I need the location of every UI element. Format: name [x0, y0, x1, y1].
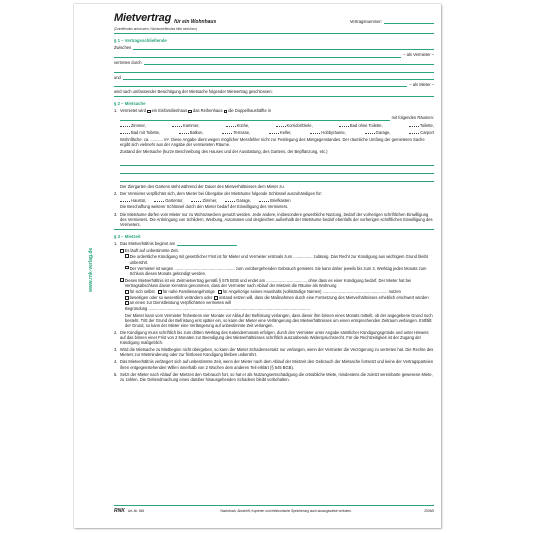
room-toilette[interactable]: Toilette,	[409, 123, 434, 128]
representative-extra-line[interactable]	[114, 67, 434, 73]
keys-note: Die Beschaffung weiterer Schlüssel durch den Mieter bedarf der Einwilligung des Vermieters.	[120, 204, 289, 210]
form-body	[114, 14, 434, 382]
condition-line-3[interactable]	[120, 176, 434, 182]
reason-selbst-label: für sich selbst	[129, 289, 155, 295]
condition-line-1[interactable]	[120, 160, 434, 166]
checkbox-haushalt[interactable]	[218, 290, 222, 294]
tenant-name-field[interactable]	[123, 76, 434, 80]
contract-number-field[interactable]	[384, 20, 434, 24]
reason-haushalt-label: für Angehörige seines Haushalts (vollständige Namen) ......................................................... nutzen	[222, 289, 401, 295]
checkbox-kuendigung-frist[interactable]	[125, 254, 129, 258]
zwischen-label: Zwischen	[114, 45, 132, 51]
room-bad-mit-toilette[interactable]: Bad mit Toilette,	[120, 130, 160, 135]
opt-einfamilienhaus-label: ein Einfamilienhaus	[151, 108, 188, 114]
unbefristet-a-text: Die ordentliche Kündigung mit gesetzlicher Frist ist für Mieter und Vermieter erstmals zum ................. zulässig. Das Recht zur Kündigung aus wichtigem Grund bleibt unberührt.	[129, 254, 428, 265]
section-1-divider	[114, 96, 434, 97]
opt-doppelhaushaelfte-label: die Doppelhaushälfte in	[228, 108, 272, 114]
landlord-row-2	[114, 52, 434, 57]
form-title: Mietvertrag	[114, 12, 172, 25]
landlord-name-field[interactable]	[133, 46, 434, 50]
room-zimmer[interactable]: Zimmer,	[120, 123, 146, 128]
checkbox-dienstleistung[interactable]	[125, 301, 129, 305]
fixed-term-reasons-1	[114, 289, 434, 294]
reason-beseitigen-label: beseitigen oder so wesentlich verändern oder	[129, 295, 213, 301]
compensation-text: Setzt der Mieter nach Ablauf der Mietzeit den Gebrauch fort, so hat er als Nutzungsentschädigung die ortsübliche Miete, mindestens die zuletzt vereinbarte gewesene Miete, zu zahlen. Die Geltendmachung eines darüber hinausgehenden Schadens bleibt vorbehalten.	[120, 371, 433, 382]
vermietet-label: Vermietet wird	[120, 108, 146, 114]
room-kueche[interactable]: Küche,	[226, 123, 250, 128]
condition-line-2[interactable]	[120, 168, 434, 174]
keys-text: Der Vermieter verpflichtet sich, dem Mieter bei Übergabe der Mieträume folgende Schlüssel auszuhändigen für:	[120, 191, 323, 197]
checkbox-selbst[interactable]	[125, 290, 129, 294]
representative-row	[114, 60, 434, 65]
fixed-term-reasons-2	[114, 295, 434, 305]
property-address-field[interactable]	[120, 117, 390, 121]
copyright-notice: Nachdruck, Abschrift, Kopieren und elektronische Speicherung auch auszugsweise verboten.	[220, 509, 352, 513]
fixed-term-option	[114, 278, 434, 288]
keys-paragraph: 2. Der Vermieter verpflichtet sich, dem Mieter bei Übergabe der Mieträume folgende Schlüssel auszuhändigen für:	[114, 191, 323, 197]
room-balkon[interactable]: Balkon,	[179, 130, 204, 135]
usage-paragraph: 3. Die Mieträume dürfen vom Mieter nur zu Wohnzwecken genutzt werden. Jede andere, insbesondere gewerbliche Nutzung, bedarf der vorherigen schriftlichen Einwilligung des Vermieters. Die Anbringung von Schildern, Werbung, Automaten und dergleichen außerhalb der Mieträume bedarf ebenfalls der vorherigen schriftlichen Einwilligung des Vermieters.	[114, 211, 433, 227]
key-zimmer[interactable]: Zimmer,	[191, 198, 217, 203]
checkbox-instandsetzen[interactable]	[214, 296, 218, 300]
handover-paragraph: 3. Wird die Mietsache zu Mietbeginn nicht übergeben, so kann der Mieter Schadensersatz nur verlangen, wenn der Vermieter die Verzögerung zu vertreten hat. Die Rechte des Mieters zur Mietminderung oder zur fristlosen Kündigung bleiben unberührt.	[114, 347, 434, 358]
justification[interactable]: Begründung ..............................................................................................................................................	[125, 306, 310, 312]
contract-number	[350, 19, 434, 24]
key-garage[interactable]: Garage,	[225, 198, 251, 203]
contract-intro: wird nach umfassender Besichtigung der Mietsache folgender Mietvertrag geschlossen:	[114, 88, 273, 94]
rooms-row-b	[114, 130, 434, 135]
keys-row	[114, 198, 434, 203]
reason-dienstleistung-label: an einen zur Dienstleistung Verpflichteten vermieten will	[129, 300, 231, 306]
tenant-row	[114, 75, 434, 80]
garden-text: Der Ziergarten des Gartens steht während der Dauer des Mietverhältnisses dem Mieter zu.	[120, 184, 285, 190]
opt-reihenhaus-label: das Reihenhaus	[192, 108, 223, 114]
section-3-heading: § 3 – Mietzeit	[114, 233, 141, 239]
key-gartentor[interactable]: Gartentor,	[154, 198, 183, 203]
vertreten-label: vertreten durch	[114, 59, 142, 65]
handover-text: Wird die Mietsache zu Mietbeginn nicht übergeben, so kann der Mieter Schadensersatz nur verlangen, wenn der Vermieter die Verzögerung zu vertreten hat. Die Rechte des Mieters zur Mietminderung oder zur fristlosen Kündigung bleiben unberührt.	[120, 347, 434, 358]
checkbox-reihenhaus[interactable]	[188, 110, 192, 114]
condition-label: Zustand der Mietsache (kurze Beschreibung des Hauses und der Ausstattung, des Gartens, der Bepflanzung, etc.)	[120, 149, 328, 155]
rooms-label: mit folgenden Räumen:	[391, 115, 434, 121]
unbefristet-b-text: Der Vermieter ist wegen ..................................................... zum vorübergehenden Gebrauch gemietet. Sie kann daher jeweils bis zum 3. Werktag jedes Monats zum Schluss dieses Monats gekündigt werden.	[129, 265, 427, 276]
section-2-heading: § 2 – Mietsache	[114, 101, 146, 107]
landlord-row	[114, 45, 434, 50]
publisher-url: www.rnk-verlag.de	[88, 247, 94, 292]
edition-date: 2005/5	[424, 509, 434, 513]
room-carport[interactable]: Carport	[409, 130, 434, 135]
start-date-label: Das Mietverhältnis beginnt am	[120, 241, 176, 247]
extension-text: Das Mietverhältnis verlängert sich auf unbestimmte Zeit, wenn der Mieter nach dem Ablauf der Mietzeit den Gebrauch der Mietsache fortsetzt und keine der Vertragsparteien ihren entgegenstehenden Willen innerhalb von 2 Wochen dem anderen Teil erklärt (§ 545 BGB).	[120, 359, 434, 370]
checkbox-doppelhaushaelfte[interactable]	[224, 110, 228, 114]
room-keller[interactable]: Keller,	[269, 130, 291, 135]
checkbox-voruebergehend[interactable]	[125, 266, 129, 270]
section-1-heading: § 1 – Vertragsschließende	[114, 38, 167, 43]
key-briefkasten[interactable]: Briefkasten	[259, 198, 290, 203]
section-2-divider	[114, 229, 434, 230]
property-address-row	[114, 115, 434, 120]
checkbox-einfamilienhaus[interactable]	[147, 110, 151, 114]
compensation-paragraph: 5. Setzt der Mieter nach Ablauf der Mietzeit den Gebrauch fort, so hat er als Nutzungsentschädigung die ortsübliche Miete, mindestens die zuletzt vereinbarte gewesene Miete, zu zahlen. Die Geltendmachung eines darüber hinausgehenden Schadens bleibt vorbehalten.	[114, 371, 433, 382]
checkbox-befristet[interactable]	[120, 278, 124, 282]
reason-familie-label: für nahe Familienangehörige	[162, 289, 215, 295]
rooms-row-a	[114, 123, 434, 128]
termination-paragraph: 2. Die Kündigung muss schriftlich bis zum dritten Werktag des Kalendermonats erfolgen, durch den Vermieter unter Angabe sämtlicher Kündigungsgründe und unter Hinweis auf das binnen einer Frist von 2 Monaten zur Beendigung des Mietverhältnisses schriftlich auszuübende Widerspruchsrecht. Für die Rechtzeitigkeit ist der Zugang der Kündigung maßgeblich.	[114, 330, 434, 345]
und-label: und	[114, 74, 121, 80]
start-date-row: 1. Das Mietverhältnis beginnt am	[114, 241, 434, 246]
tenant-role-label: – als Mieter –	[409, 81, 434, 87]
form-subtitle: für ein Wohnhaus	[174, 18, 217, 25]
start-date-field[interactable]	[177, 242, 237, 246]
landlord-address-field[interactable]	[114, 54, 401, 58]
header	[114, 14, 434, 26]
representative-field[interactable]	[144, 61, 434, 65]
living-area-text: Wohnfläche: ca. ........... m². Diese Angabe dient wegen möglicher Messfehler nicht zur Festlegung des Mietgegenstandes. Der räumliche Umfang der gemieteten Sache ergibt sich vielmehr aus der Angabe der vermieteten Räume.	[120, 136, 425, 147]
unlimited-a	[114, 254, 434, 264]
room-terrasse[interactable]: Terrasse,	[222, 130, 250, 135]
contract-number-label: Vertragsnummer:	[349, 18, 382, 24]
unlimited-b	[114, 266, 434, 276]
checkbox-unbefristet[interactable]	[120, 249, 124, 253]
unbefristet-label: Es läuft auf unbestimmte Zeit.	[124, 248, 179, 254]
usage-text: Die Mieträume dürfen vom Mieter nur zu Wohnzwecken genutzt werden. Jede andere, insbesondere gewerbliche Nutzung, bedarf der vorherigen schriftlichen Einwilligung des Vermieters. Die Anbringung von Schildern, Werbung, Automaten und dergleichen außerhalb der Mieträume bedarf ebenfalls der vorherigen schriftlichen Einwilligung des Vermieters.	[120, 211, 433, 227]
room-bad-ohne-toilette[interactable]: Bad ohne Toilette,	[339, 123, 383, 128]
unlimited-option	[114, 248, 434, 253]
reason-instandsetzen-label: instand setzen will, dass die Maßnahmen durch eine Fortsetzung des Mietverhältnisses erheblich erschwert würden	[219, 295, 429, 301]
footer	[114, 505, 434, 514]
termination-text: Die Kündigung muss schriftlich bis zum dritten Werktag des Kalendermonats erfolgen, durch den Vermieter unter Angabe sämtlicher Kündigungsgründe und unter Hinweis auf das binnen einer Frist von 2 Monaten zur Beendigung des Mietverhältnisses schriftlich auszuübende Widerspruchsrecht. Für die Rechtzeitigkeit ist der Zugang der Kündigung maßgeblich.	[120, 329, 429, 346]
room-kammer[interactable]: Kammer,	[172, 123, 199, 128]
key-haustuer[interactable]: Haustür,	[120, 198, 146, 203]
tenant-address-field[interactable]	[114, 83, 407, 87]
befristet-text: Dieses Mietverhältnis ist ein Zeitmietvertrag gemäß § 575 BGB und endet am ..................................., ohne dass es einer Kündigung bedarf. Der Mieter hat bei Vertragsabschluss davon Kenntnis genommen, dass der Vermieter nach Ablauf der Mietzeit die Räume als Wohnung	[124, 277, 412, 289]
checkbox-familie[interactable]	[158, 290, 162, 294]
extension-paragraph: 4. Das Mietverhältnis verlängert sich auf unbestimmte Zeit, wenn der Mieter nach dem Ablauf der Mietzeit den Gebrauch der Mietsache fortsetzt und keine der Vertragsparteien ihren entgegenstehenden Willen innerhalb von 2 Wochen dem anderen Teil erklärt (§ 545 BGB).	[114, 359, 434, 370]
item-number: 1.	[114, 108, 118, 114]
fixed-term-note: Der Mieter kann vom Vermieter frühestens vier Monate vor Ablauf der Befristung verlangen, dass dieser ihm binnen eines Monats mitteilt, ob der angegebene Grund noch besteht. Tritt der Grund der Befristung erst später ein, so kann der Mieter eine Verlängerung des Mietverhältnisses um einen entsprechenden Zeitraum verlangen. Entfällt der Grund, so kann der Mieter eine Verlängerung auf unbestimmte Zeit verlangen.	[125, 312, 433, 328]
room-hobbyraeume[interactable]: Hobbyräume,	[310, 130, 346, 135]
header-divider	[114, 33, 434, 34]
form-content-layer	[74, 4, 441, 528]
checkbox-beseitigen[interactable]	[125, 296, 129, 300]
room-garage[interactable]: Garage,	[365, 130, 391, 135]
tenant-row-2	[114, 82, 434, 87]
room-korridor[interactable]: Korridor/Diele,	[276, 123, 313, 128]
landlord-role-label: – als Vermieter –	[403, 52, 434, 58]
publisher-logo: RNK	[114, 508, 125, 514]
instruction-hint: (Zutreffendes ankreuzen, Nichtzutreffendes bitte streichen)	[114, 27, 197, 31]
article-number: Art.-Nr. 545	[127, 509, 145, 513]
property-type-row	[114, 108, 434, 113]
